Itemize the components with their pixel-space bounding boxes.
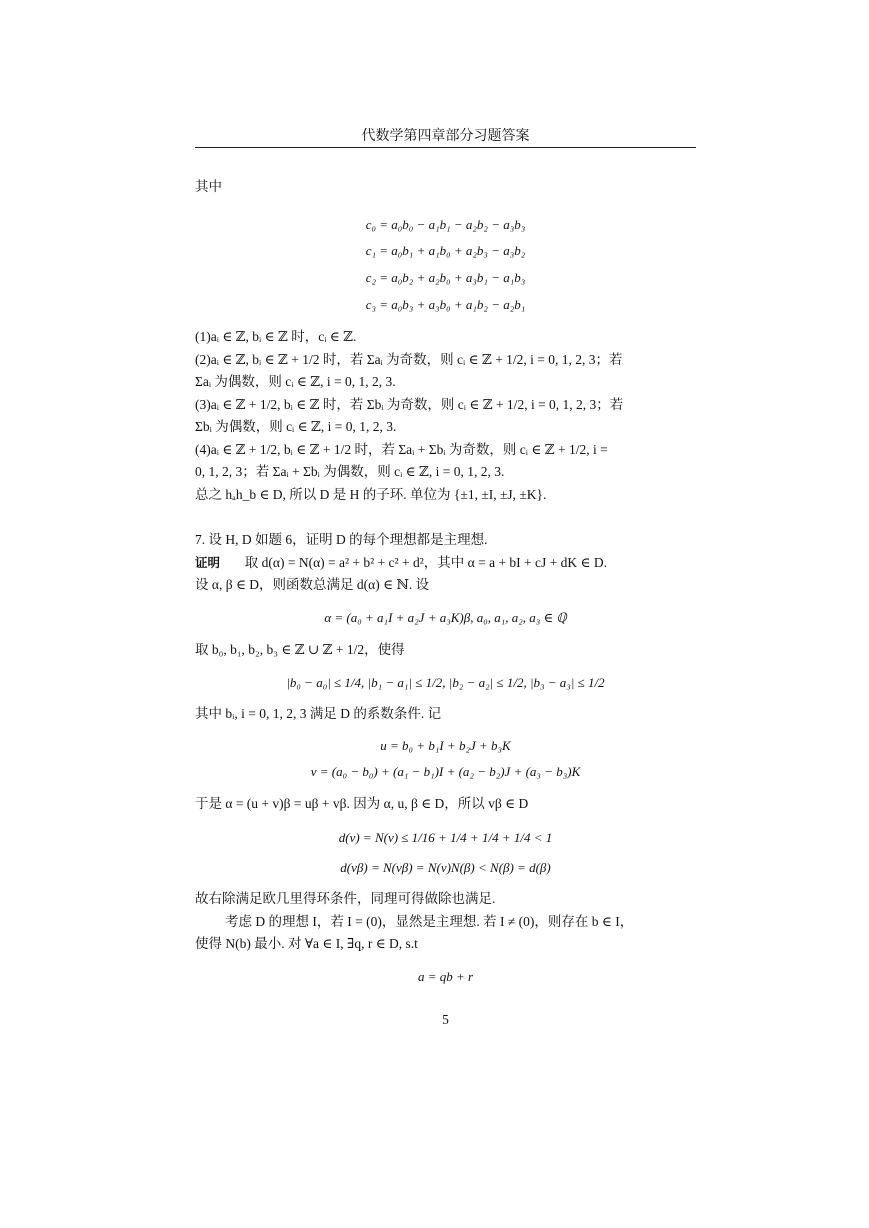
proof-label: 证明 xyxy=(195,555,221,570)
problem-statement: 7. 设 H, D 如题 6，证明 D 的每个理想都是主理想. xyxy=(195,532,488,547)
proof-line xyxy=(195,553,696,572)
equation-v: v = (a₀ − b₀) + (a₁ − b₁)I + (a₂ − b₂)J + (a₃ − b₃)K xyxy=(310,764,581,779)
proof-line: 使得 N(b) 最小. 对 ∀a ∈ I, ∃q, r ∈ D, s.t xyxy=(195,936,418,951)
equation-dvb: d(vβ) = N(vβ) = N(v)N(β) < N(β) = d(β) xyxy=(340,860,551,875)
proof-text: 取 d(α) = N(α) = a² + b² + c² + d²，其中 α = a + bI + cJ + dK ∈ D. xyxy=(244,555,608,570)
proof-line: 考虑 D 的理想 I，若 I = (0)，显然是主理想. 若 I ≠ (0)，则存在 b ∈ I， xyxy=(225,914,634,929)
equation-c3: c₃ = a₀b₃ + a₃b₀ + a₁b₂ − a₂b₁ xyxy=(365,297,526,312)
proof-line: 其中 bᵢ, i = 0, 1, 2, 3 满足 D 的系数条件. 记 xyxy=(195,706,442,721)
equation-u: u = b₀ + b₁I + b₂J + b₃K xyxy=(380,738,511,753)
equation-alpha: α = (a₀ + a₁I + a₂J + a₃K)β, a₀, a₁, a₂, a₃ ∈ ℚ xyxy=(324,610,567,625)
case-line: (2)aᵢ ∈ ℤ, bᵢ ∈ ℤ + 1/2 时，若 Σaᵢ 为奇数，则 cᵢ ∈ ℤ + 1/2, i = 0, 1, 2, 3；若 xyxy=(195,352,623,367)
proof-line: 取 b₀, b₁, b₂, b₃ ∈ ℤ ∪ ℤ + 1/2，使得 xyxy=(195,642,405,657)
intro-text: 其中 xyxy=(195,179,222,194)
summary-line: 总之 hₐh_b ∈ D, 所以 D 是 H 的子环. 单位为 {±1, ±I, ±J, ±K}. xyxy=(195,487,547,502)
proof-line: 故右除满足欧几里得环条件，同理可得做除也满足. xyxy=(195,891,496,906)
running-header: 代数学第四章部分习题答案 xyxy=(361,129,530,144)
proof-line: 于是 α = (u + v)β = uβ + vβ. 因为 α, u, β ∈ D，所以 vβ ∈ D xyxy=(195,796,529,811)
case-line: 0, 1, 2, 3；若 Σaᵢ + Σbᵢ 为偶数，则 cᵢ ∈ ℤ, i = 0, 1, 2, 3. xyxy=(195,464,505,479)
case-line: Σbᵢ 为偶数，则 cᵢ ∈ ℤ, i = 0, 1, 2, 3. xyxy=(195,419,397,434)
case-line: (3)aᵢ ∈ ℤ + 1/2, bᵢ ∈ ℤ 时，若 Σbᵢ 为奇数，则 cᵢ ∈ ℤ + 1/2, i = 0, 1, 2, 3；若 xyxy=(195,397,624,412)
inequality-b: |b₀ − a₀| ≤ 1/4, |b₁ − a₁| ≤ 1/2, |b₂ − a₂| ≤ 1/2, |b₃ − a₃| ≤ 1/2 xyxy=(286,675,605,690)
page-number: 5 xyxy=(442,1012,449,1027)
equation-final: a = qb + r xyxy=(417,969,474,984)
case-line: (4)aᵢ ∈ ℤ + 1/2, bᵢ ∈ ℤ + 1/2 时，若 Σaᵢ + Σbᵢ 为奇数，则 cᵢ ∈ ℤ + 1/2, i = xyxy=(195,442,608,457)
header-rule xyxy=(195,147,696,148)
proof-line: 设 α, β ∈ D，则函数总满足 d(α) ∈ ℕ. 设 xyxy=(195,577,430,592)
case-line: Σaᵢ 为偶数，则 cᵢ ∈ ℤ, i = 0, 1, 2, 3. xyxy=(195,374,396,389)
equation-dv: d(v) = N(v) ≤ 1/16 + 1/4 + 1/4 + 1/4 < 1 xyxy=(338,830,553,845)
equation-c1: c₁ = a₀b₁ + a₁b₀ + a₂b₃ − a₃b₂ xyxy=(365,243,526,258)
equation-c2: c₂ = a₀b₂ + a₂b₀ + a₃b₁ − a₁b₃ xyxy=(365,270,526,285)
case-line: (1)aᵢ ∈ ℤ, bᵢ ∈ ℤ 时，cᵢ ∈ ℤ. xyxy=(195,329,357,344)
equation-c0: c₀ = a₀b₀ − a₁b₁ − a₂b₂ − a₃b₃ xyxy=(365,217,526,232)
